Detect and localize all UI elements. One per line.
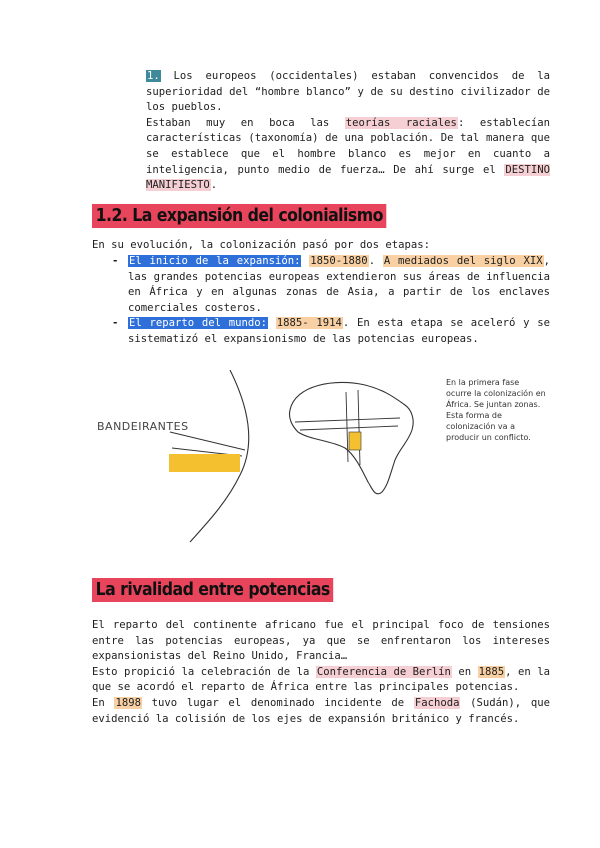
section-heading-expansion: 1.2. La expansión del colonialismo (92, 204, 386, 228)
highlight-siglo-xix: A mediados del siglo XIX (383, 255, 543, 267)
stage-2-item: El reparto del mundo: 1885- 1914. En esta etapa se aceleró y se sistematizó el expansionismo de las potencias europeas. (128, 317, 551, 345)
stage-1-date: 1850-1880 (310, 255, 368, 267)
highlight-conferencia-berlin: Conferencia de Berlín (316, 665, 451, 678)
highlight-teorias-raciales: teorías raciales (345, 116, 457, 129)
bullet-2: - (112, 317, 119, 329)
sketch-grid-line (295, 418, 400, 422)
stage-2-label: El reparto del mundo: (129, 317, 267, 329)
highlight-year-1885: 1885 (478, 665, 505, 678)
list-number: 1. (147, 70, 160, 82)
sketch-note: En la primera fase ocurre la colonización en África. Se juntan zonas. Esta forma de colonización va a producir un conflicto. (446, 378, 546, 442)
sketch-label-bandeirantes: BANDEIRANTES (97, 420, 189, 433)
section-heading-rivalidad: La rivalidad entre potencias (92, 578, 333, 602)
stage-2-date: 1885- 1914 (276, 317, 342, 329)
sketch-grid-line (300, 426, 398, 430)
sketch-drawing (150, 370, 450, 545)
stage-1-item: El inicio de la expansión: 1850-1880. A mediados del siglo XIX, las grandes potencias europeas extendieron sus áreas de influencia en África y en algunas zonas de Asia, a partir de los enclaves comerciales costeros. (128, 255, 550, 314)
sketch-diagonal-line (170, 432, 245, 450)
bullet-1: - (112, 255, 119, 267)
paragraph-reparto: El reparto del continente africano fue el principal foco de tensiones entre las potencias europeas, ya que se enfrentaron los intereses expansionistas del Reino Unido, Francia… (92, 619, 550, 663)
section1-intro: En su evolución, la colonización pasó por dos etapas: (92, 239, 431, 251)
highlight-fachoda: Fachoda (414, 696, 460, 709)
intro-text: 1. Los europeos (occidentales) estaban convencidos de la superioridad del “hombre blanco” y de su destino civilizador de los pueblos. Estaban muy en boca las teorías raciales: establecían características (taxonomía) de una población. De tal manera que se establece que el hombre blanco es mejor en cuanto a inteligencia, punto medio de fuerza… De ahí surge el DESTINO MANIFIESTO. (146, 70, 550, 192)
sketch-grid-line (346, 392, 348, 462)
sketch-highlight-bar (169, 454, 240, 472)
highlight-destino-manifiesto: DESTINO MANIFIESTO (146, 163, 550, 192)
highlight-year-1898: 1898 (115, 696, 141, 709)
stage-1-label: El inicio de la expansión: (129, 255, 301, 267)
sketch-highlight-square (349, 432, 361, 450)
section2-text: El reparto del continente africano fue el principal foco de tensiones entre las potencias europeas, ya que se enfrentaron los intereses expansionistas del Reino Unido, Francia… Esto propició la celebración de la Conferencia de Berlín en 1885, en la que se acordó el reparto de África entre las principales potencias. En 1898 tuvo lugar el denominado incidente de Fachoda (Sudán), que evidenció la colisión de los ejes de expansión británico y francés. (92, 619, 551, 725)
